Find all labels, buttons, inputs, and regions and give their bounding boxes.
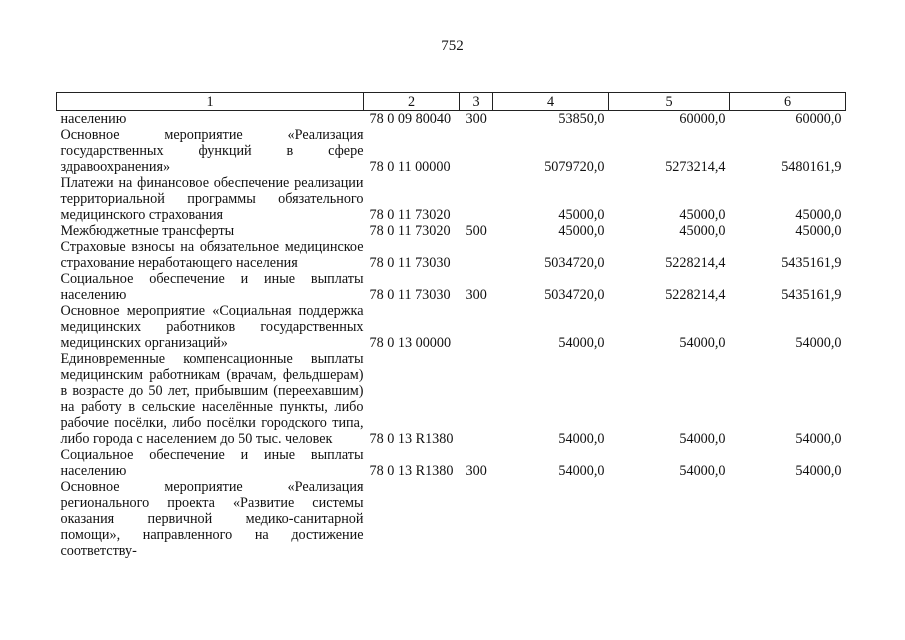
row-value-3: 5435161,9 (781, 287, 842, 303)
row-name: Основное мероприятие «Социальная поддержка медицинских работников государственных медицинских организаций» (60, 303, 364, 351)
row-value-3: 45000,0 (795, 223, 842, 239)
table-row (57, 223, 846, 239)
row-code (364, 479, 460, 559)
row-value-1: 54000,0 (558, 335, 605, 351)
row-value-1: 53850,0 (558, 111, 605, 127)
row-type (460, 239, 493, 271)
row-value-2: 54000,0 (679, 431, 726, 447)
row-value-1 (493, 479, 609, 559)
header-col-2: 2 (364, 93, 460, 111)
row-type: 300 (465, 111, 487, 127)
row-value-1: 5034720,0 (544, 255, 605, 271)
row-type (460, 127, 493, 175)
row-value-1: 45000,0 (558, 207, 605, 223)
row-code: 78 0 09 80040 (369, 111, 452, 127)
row-value-2: 45000,0 (679, 223, 726, 239)
row-name: Социальное обеспечение и иные выплаты населению (60, 271, 364, 303)
row-name: населению (60, 111, 127, 127)
table-header-row (57, 93, 846, 111)
row-value-3: 54000,0 (795, 431, 842, 447)
row-value-2: 5228214,4 (665, 287, 726, 303)
budget-table (56, 92, 846, 559)
row-value-3: 54000,0 (795, 463, 842, 479)
row-value-2: 54000,0 (679, 335, 726, 351)
table-row (57, 271, 846, 303)
row-value-2 (609, 479, 730, 559)
row-value-3: 60000,0 (795, 111, 842, 127)
row-type (460, 351, 493, 447)
row-value-1: 5034720,0 (544, 287, 605, 303)
header-col-4: 4 (493, 93, 609, 111)
row-type: 300 (465, 463, 487, 479)
row-name: Основное мероприятие «Реализация регионального проекта «Развитие системы оказания первичной медико-санитарной помощи», направленного на достижение соответству- (60, 479, 364, 559)
row-value-2: 5273214,4 (665, 159, 726, 175)
row-value-2: 5228214,4 (665, 255, 726, 271)
row-type (460, 479, 493, 559)
row-type: 500 (465, 223, 487, 239)
row-name: Единовременные компенсационные выплаты медицинским работникам (врачам, фельдшерам) в возрасте до 50 лет, прибывшим (переехавшим) на работу в сельские населённые пункты, либо рабочие посёлки, либо посёлки городского типа, либо города с населением до 50 тыс. человек (60, 351, 364, 447)
row-code: 78 0 11 73030 (369, 287, 451, 303)
row-name: Основное мероприятие «Реализация государственных функций в сфере здравоохранения» (60, 127, 364, 175)
page-number: 752 (441, 38, 464, 54)
row-value-2: 54000,0 (679, 463, 726, 479)
row-name: Межбюджетные трансферты (60, 223, 235, 239)
table-row (57, 479, 846, 559)
row-code: 78 0 11 73020 (369, 223, 451, 239)
row-value-1: 54000,0 (558, 431, 605, 447)
row-value-2: 60000,0 (679, 111, 726, 127)
row-type (460, 303, 493, 351)
table-row (57, 175, 846, 223)
row-type: 300 (465, 287, 487, 303)
row-code: 78 0 11 00000 (369, 159, 451, 175)
row-code: 78 0 13 R1380 (369, 463, 454, 479)
table-row (57, 239, 846, 271)
row-name: Социальное обеспечение и иные выплаты населению (60, 447, 364, 479)
table-row (57, 447, 846, 479)
row-value-3: 5435161,9 (781, 255, 842, 271)
row-type (460, 175, 493, 223)
row-value-3: 54000,0 (795, 335, 842, 351)
row-code: 78 0 11 73020 (369, 207, 451, 223)
row-value-3 (730, 479, 846, 559)
table-row (57, 127, 846, 175)
header-col-5: 5 (609, 93, 730, 111)
row-code: 78 0 13 R1380 (369, 431, 454, 447)
row-value-1: 45000,0 (558, 223, 605, 239)
row-value-3: 5480161,9 (781, 159, 842, 175)
table-row (57, 351, 846, 447)
row-value-3: 45000,0 (795, 207, 842, 223)
row-value-2: 45000,0 (679, 207, 726, 223)
row-code: 78 0 13 00000 (369, 335, 452, 351)
header-col-6: 6 (730, 93, 846, 111)
row-code: 78 0 11 73030 (369, 255, 451, 271)
row-name: Платежи на финансовое обеспечение реализации территориальной программы обязательного медицинского страхования (60, 175, 364, 223)
row-value-1: 5079720,0 (544, 159, 605, 175)
header-col-1: 1 (57, 93, 364, 111)
table-row (57, 111, 846, 128)
header-col-3: 3 (460, 93, 493, 111)
row-value-1: 54000,0 (558, 463, 605, 479)
table-row (57, 303, 846, 351)
row-name: Страховые взносы на обязательное медицинское страхование неработающего населения (60, 239, 364, 271)
